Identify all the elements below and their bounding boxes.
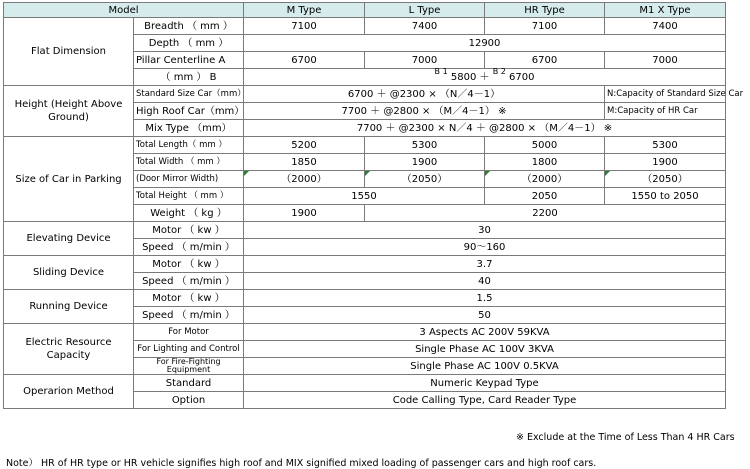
weight-rest: 2200 [365, 205, 726, 222]
elevating-motor: 30 [244, 222, 726, 239]
group-sliding: Sliding Device [4, 256, 134, 290]
b1-value: 5800 [450, 71, 477, 83]
group-operation: Operarion Method [4, 375, 134, 409]
running-motor-label: Motor （ kw ） [134, 290, 244, 307]
length-hr: 5000 [485, 137, 605, 154]
electric-lighting-label: For Lighting and Control [134, 341, 244, 358]
pillar-b-value [244, 66, 726, 86]
breadth-m1x: 7400 [605, 18, 726, 35]
running-speed-label: Speed （ m/min ） [134, 307, 244, 324]
sliding-speed: 40 [244, 273, 726, 290]
header-m1x-type: M1 X Type [605, 3, 726, 18]
exclude-note: ※ Exclude at the Time of Less Than 4 HR Cars [516, 432, 735, 443]
total-height-label: Total Height （ mm ） [134, 188, 244, 205]
b1-label: B 1 [434, 66, 448, 76]
mirror-m: （2000） [244, 171, 365, 188]
group-flat-dimension: Flat Dimension [4, 18, 134, 86]
pillar-a-label: Pillar Centerline A [134, 52, 244, 69]
footer-note: Note） HR of HR type or HR vehicle signifies high roof and MIX signified mixed loading of passenger cars and high roof cars. [6, 458, 597, 469]
width-m: 1850 [244, 154, 365, 171]
electric-fire-label: For Fire-Fighting Equipment [134, 358, 244, 375]
mirror-width-label: (Door Mirror Width) [134, 171, 244, 188]
breadth-label: Breadth （ mm ） [134, 18, 244, 35]
running-motor: 1.5 [244, 290, 726, 307]
header-hr-type: HR Type [485, 3, 605, 18]
group-car-size: Size of Car in Parking [4, 137, 134, 222]
electric-lighting: Single Phase AC 100V 3KVA [244, 341, 726, 358]
operation-option: Code Calling Type, Card Reader Type [244, 392, 726, 409]
high-roof-formula: 7700 ＋ @2800 × （M／4－1） ※ [244, 103, 605, 120]
height-m1x: 1550 to 2050 [605, 188, 726, 205]
length-m: 5200 [244, 137, 365, 154]
standard-car-note: N:Capacity of Standard Size Car [605, 86, 726, 103]
pillar-a-hr: 6700 [485, 52, 605, 69]
operation-option-label: Option [134, 392, 244, 409]
group-electric: Electric Resource Capacity [4, 324, 134, 375]
header-l-type: L Type [365, 3, 485, 18]
width-m1x: 1900 [605, 154, 726, 171]
group-running: Running Device [4, 290, 134, 324]
pillar-a-m1x: 7000 [605, 52, 726, 69]
running-speed: 50 [244, 307, 726, 324]
header-m-type: M Type [244, 3, 365, 18]
length-l: 5300 [365, 137, 485, 154]
breadth-hr: 7100 [485, 18, 605, 35]
sliding-motor-label: Motor （ kw ） [134, 256, 244, 273]
total-width-label: Total Width （ mm ） [134, 154, 244, 171]
length-m1x: 5300 [605, 137, 726, 154]
pillar-b-label: （ mm ） B [134, 69, 244, 86]
standard-car-label: Standard Size Car（mm） [134, 86, 244, 103]
elevating-speed-label: Speed （ m/min ） [134, 239, 244, 256]
elevating-motor-label: Motor （ kw ） [134, 222, 244, 239]
b-plus: ＋ [479, 71, 490, 83]
electric-motor-label: For Motor [134, 324, 244, 341]
electric-fire: Single Phase AC 100V 0.5KVA [244, 358, 726, 375]
sliding-motor: 3.7 [244, 256, 726, 273]
breadth-l: 7400 [365, 18, 485, 35]
header-model: Model [4, 3, 244, 18]
weight-label: Weight （ kg ） [134, 205, 244, 222]
height-ml: 1550 [244, 188, 485, 205]
mirror-l: （2050） [365, 171, 485, 188]
height-hr: 2050 [485, 188, 605, 205]
b2-label: B 2 [492, 66, 506, 76]
width-hr: 1800 [485, 154, 605, 171]
mirror-m1x: （2050） [605, 171, 726, 188]
mirror-hr: （2000） [485, 171, 605, 188]
group-elevating: Elevating Device [4, 222, 134, 256]
high-roof-note: M:Capacity of HR Car [605, 103, 726, 120]
standard-car-formula: 6700 ＋ @2300 × （N／4－1） [244, 86, 605, 103]
operation-standard-label: Standard [134, 375, 244, 392]
b2-value: 6700 [509, 71, 535, 83]
electric-motor: 3 Aspects AC 200V 59KVA [244, 324, 726, 341]
breadth-m: 7100 [244, 18, 365, 35]
pillar-a-l: 7000 [365, 52, 485, 69]
operation-standard: Numeric Keypad Type [244, 375, 726, 392]
elevating-speed: 90～160 [244, 239, 726, 256]
pillar-a-m: 6700 [244, 52, 365, 69]
high-roof-label: High Roof Car（mm） [134, 103, 244, 120]
mix-type-formula: 7700 ＋ @2300 × N／4 ＋ @2800 × （M／4－1） ※ [244, 120, 726, 137]
depth-label: Depth （ mm ） [134, 35, 244, 52]
width-l: 1900 [365, 154, 485, 171]
weight-m: 1900 [244, 205, 365, 222]
spec-table [3, 2, 744, 409]
group-height: Height (Height Above Ground) [4, 86, 134, 137]
mix-type-label: Mix Type （mm） [134, 120, 244, 137]
depth-value: 12900 [244, 35, 726, 52]
total-length-label: Total Length（ mm ） [134, 137, 244, 154]
sliding-speed-label: Speed （ m/min ） [134, 273, 244, 290]
